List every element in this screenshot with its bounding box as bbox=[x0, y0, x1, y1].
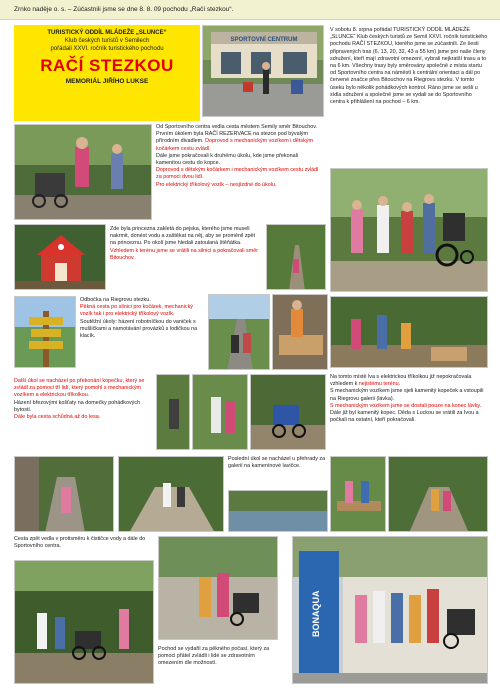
organizer-name: TURISTICKÝ ODDÍL MLÁDEŽE „SLUNCE“ bbox=[47, 30, 167, 36]
event-header bbox=[14, 25, 200, 121]
photo-electric-tricycle bbox=[250, 374, 326, 450]
intro-text bbox=[330, 27, 488, 106]
section1-note-2: Doprovod s dětským kočárkem i mechanickým vozíkem cestu zvládl za pomoci dvou lidí. bbox=[156, 167, 319, 181]
photo-rocky-path bbox=[14, 456, 114, 532]
section1-text-2: Dále jsme pokračovali k druhému úkolu, kde jsme překonali kamenitou cestu do kopce. bbox=[156, 152, 299, 167]
section5-note-2: S mechanickým vozíkem jsme se dostali pouze na konec lávky. bbox=[330, 402, 482, 409]
photo-game-table bbox=[272, 294, 328, 370]
photo-footbridge bbox=[118, 456, 224, 532]
section4-note-1: Další úkol se nacházel po překonání kopečku, který se zvládl za pomoci tří lidí, který pomohl s mechanickým vozíkem a elektrickou tříkolkou. bbox=[14, 378, 145, 399]
intro-paragraph: V sobotu 8. srpna pořádal TURISTICKÝ ODDÍL MLÁDEŽE „SLUNCE“ Klub českých turistů ze Semil XXVI. ročník turistického pochodu RAČÍ STEZKOU, kterého jsme se zúčastnili. Ze šesti připravených tras (6, 13, 20, 32, 43 a 55 km) jsme pro naše členy sdružení, kteří mají zdravotní omezení, vybrali nejkratší trasu a to na 6 km. Všechny trasy byly směrovány společně z místa startu od Sportovního centra na náměstí k centrální orientaci a dál po červené značce přes Bitouchov na Riegrovu stezku. V tomto úseku bylo několik pohádkových kontrol. Ráno jsme se sešli u sídla sdružení a společně jsme se vydali se do Sportovního centra k přihlášení na pochod – 6 km. bbox=[330, 27, 488, 106]
section4-text-1: Házení březovými košťaty na domečky pohádkových bytostí. bbox=[14, 399, 141, 413]
photo-broom-throw bbox=[192, 374, 248, 450]
section1-note-3: Pro elektrický tříkolový vozík – nesjízdné do úkolu. bbox=[156, 181, 277, 188]
memorial-subtitle: MEMORIÁL JIŘÍHO LUKSE bbox=[65, 78, 149, 85]
section2-text bbox=[110, 226, 262, 262]
section2-text-1: Zde byla princezna zakletá do pejska, kterého jsme museli nakrmit, donést vodu a zaštěkat na něj, aby se proměnil zpět na princeznu. Po okolí jsme hledali zatoulaná štěňátka. bbox=[110, 226, 256, 247]
section8-text bbox=[158, 646, 278, 668]
section1-note-1: Doprovod s mechanickým vozíkem i dětským kočárkem cestu zvládl. bbox=[156, 138, 313, 152]
section4-text bbox=[14, 378, 154, 421]
section3-text-2: Soutěžní úkoly: házení robotníčkou do vaniček s mušličkami a namotávání provázků s lodičkou na klacík. bbox=[80, 318, 198, 340]
section7-paragraph: Cesta zpět vedla v protisměru k čističce vody a dále do Sportovního centra. bbox=[14, 536, 146, 550]
photo-dam-water bbox=[228, 490, 328, 532]
section5-text-3: Dále již byl kamenitý kopec. Děda s Luckou se vrátili za Ivou a počkali na ostatní, kteří pokračovali. bbox=[330, 410, 479, 424]
section3-note: Pěkná cesta po silnici pro kočárek, mechanický vozík tak i pro elektrický tříkolový vozík. bbox=[80, 304, 193, 318]
edition-line: pořádali XXVI. ročník turistického pochodu bbox=[50, 46, 164, 52]
section1-text-1: Od Sportovního centra vedla cesta městem Semily směr Bitouchov. Prvním úkolem byla RAČÍ REZERVACE na stezce pod bývalým přírodním divadlem. bbox=[156, 124, 318, 145]
photo-princess-house bbox=[14, 224, 106, 290]
photo-group-wheelchair bbox=[330, 168, 488, 292]
section5-text-1: Na tomto místě lva s elektrickou tříkolkou již nepokračovala vzhledem k bbox=[330, 374, 472, 388]
section2-note: Vzhledem k terénu jsme se vrátili na silnici a pokračovali směr Bitouchov. bbox=[110, 247, 259, 261]
section1-text bbox=[156, 124, 324, 189]
photo-signpost bbox=[14, 296, 76, 368]
photo-start-stroller bbox=[14, 124, 152, 220]
sign-sports-center: SPORTOVNÍ CENTRUM bbox=[230, 37, 298, 43]
top-banner: Zrnko naděje o. s. – Zúčastnili jsme se dne 8. 8. 09 pochodu „Račí stezkou“. bbox=[0, 0, 500, 20]
section6-paragraph: Poslední úkol se nacházel u přehrady za galerií na kamenínové lavičce. bbox=[228, 456, 326, 470]
section3-text bbox=[80, 297, 204, 340]
photo-forest-road bbox=[266, 224, 326, 290]
section8-paragraph: Pochod se vydařil za pěkného počasí, který za pomoci přátel zvládli i lidé se zdravotním omezením dle možností. bbox=[158, 646, 270, 667]
section5-text-2: S mechanickým vozíkem jsme sjeli kamenitý kopeček a vstoupili na Riegrovu galerii (lávka). bbox=[330, 388, 484, 402]
photo-final-group bbox=[292, 536, 488, 684]
club-name: Klub českých turistů v Semilech bbox=[64, 38, 150, 44]
section5-note-1: nejistému terénu. bbox=[358, 381, 401, 388]
photo-forest-return bbox=[14, 560, 154, 684]
photo-finish-stairs bbox=[158, 536, 278, 640]
section7-text bbox=[14, 536, 164, 550]
event-title: RAČÍ STEZKOU bbox=[40, 56, 174, 75]
section3-text-1: Odbočka na Riegrovu stezku. bbox=[80, 297, 151, 303]
section5-text bbox=[330, 374, 488, 424]
photo-sports-center bbox=[202, 25, 324, 117]
section4-note-2: Dále byla cesta schůdná až do lesa. bbox=[14, 414, 101, 421]
photo-path-walkers bbox=[388, 456, 488, 532]
section6-text bbox=[228, 456, 328, 470]
photo-forest-game bbox=[330, 296, 488, 368]
photo-bench-group bbox=[330, 456, 386, 532]
bonaqua-sign: BONAQUA bbox=[311, 590, 321, 637]
photo-road-group bbox=[208, 294, 270, 370]
photo-hill-climb bbox=[156, 374, 190, 450]
